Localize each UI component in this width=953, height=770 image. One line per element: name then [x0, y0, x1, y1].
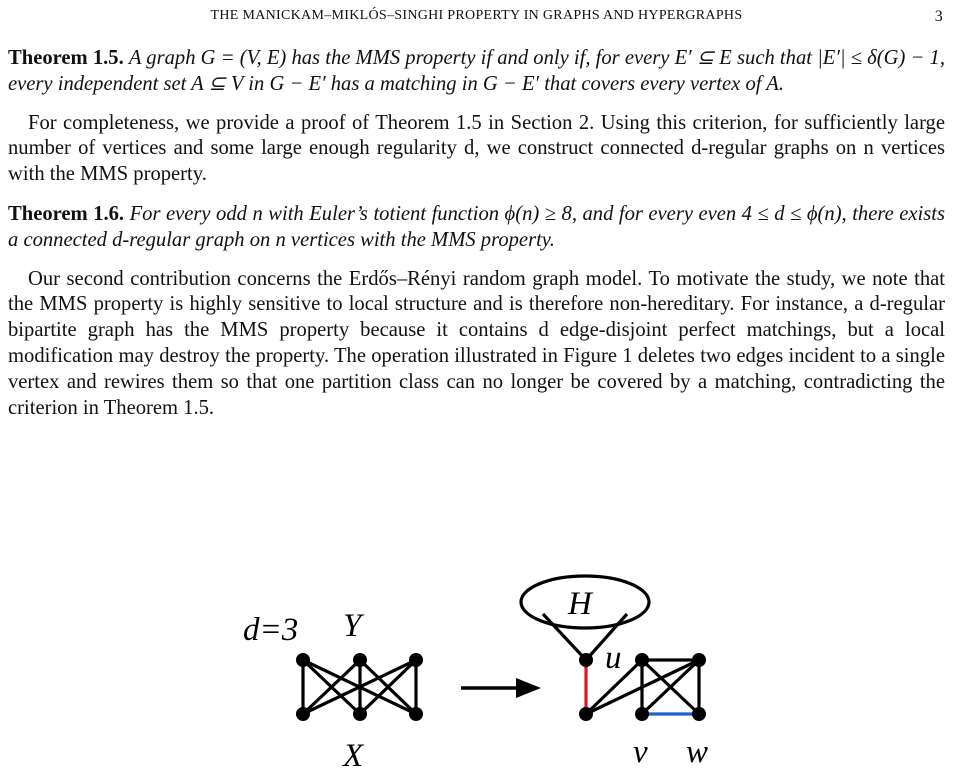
label-y: Y	[343, 608, 362, 644]
label-h: H	[568, 586, 592, 622]
vertex-w	[692, 707, 706, 721]
vertex-x2	[353, 707, 367, 721]
theorem-1-6-text: For every odd n with Euler’s totient function ϕ(n) ≥ 8, and for every even 4 ≤ d ≤ ϕ(n), there exists a connected d-regular graph on n vertices with the MMS property.	[8, 202, 945, 251]
theorem-1-5-label: Theorem 1.5.	[8, 47, 124, 69]
vertex-y2	[353, 653, 367, 667]
vertex	[635, 653, 649, 667]
figure-1	[0, 574, 953, 770]
label-u: u	[605, 640, 622, 676]
vertex-y1	[296, 653, 310, 667]
vertex	[692, 653, 706, 667]
vertex-x1	[296, 707, 310, 721]
label-w: w	[686, 734, 709, 770]
left-bipartite-graph	[303, 660, 416, 714]
page-number: 3	[934, 8, 943, 25]
label-x: X	[343, 738, 364, 770]
vertex-u	[579, 653, 593, 667]
theorem-1-6	[8, 202, 945, 254]
arrow-icon	[461, 678, 541, 698]
running-header	[0, 8, 953, 30]
theorem-1-6-label: Theorem 1.6.	[8, 202, 125, 225]
page-body	[8, 46, 945, 421]
label-d: d=3	[243, 612, 299, 648]
running-title: THE MANICKAM–MIKLÓS–SINGHI PROPERTY IN GRAPHS AND HYPERGRAPHS	[210, 8, 743, 23]
vertex-x3	[409, 707, 423, 721]
vertex-v	[635, 707, 649, 721]
paragraph-erdos-renyi: Our second contribution concerns the Erdős–Rényi random graph model. To motivate the study, we note that the MMS property is highly sensitive to local structure and is therefore non-hereditary. For instance, a d-regular bipartite graph has the MMS property because it contains d edge-disjoint perfect matchings, but a local modification may destroy the property. The operation illustrated in Figure 1 deletes two edges incident to a single vertex and rewires them so that one partition class can no longer be covered by a matching, contradicting the criterion in Theorem 1.5.	[8, 267, 945, 419]
paragraph-completeness: For completeness, we provide a proof of Theorem 1.5 in Section 2. Using this criterion, for sufficiently large number of vertices and some large enough regularity d, we construct connected d-regular graphs on n vertices with the MMS property.	[8, 111, 945, 186]
label-v: v	[633, 734, 648, 770]
theorem-1-5	[8, 46, 945, 98]
theorem-1-5-text: A graph G = (V, E) has the MMS property if and only if, for every E′ ⊆ E such that |E′| ≤ δ(G) − 1, every independent set A ⊆ V in G − E′ has a matching in G − E′ that covers every vertex of A.	[8, 47, 945, 95]
figure-1-graphic	[0, 574, 953, 770]
vertex-y3	[409, 653, 423, 667]
vertex	[579, 707, 593, 721]
